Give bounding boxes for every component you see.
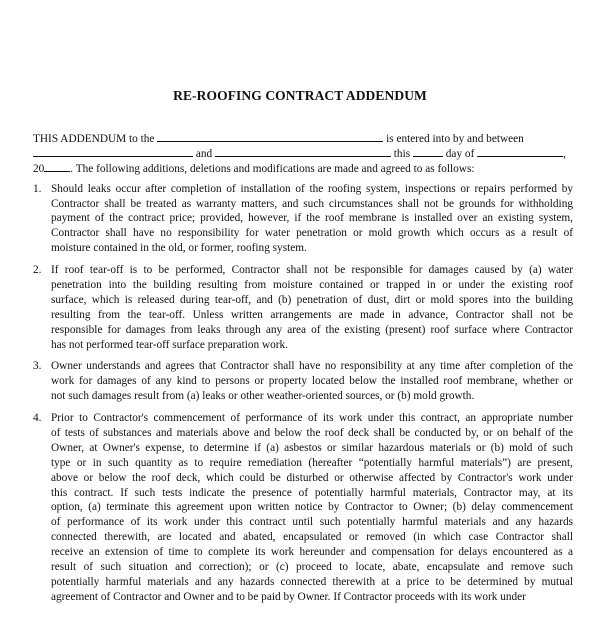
intro-line-2 (33, 146, 573, 161)
item-line: If roof tear-off is to be performed, Contractor shall not be responsible for damages caused by (a) water (51, 264, 573, 277)
item-line: Owner understands and agrees that Contractor shall have no responsibility at any time after completion of the (51, 360, 573, 373)
intro-paragraph (33, 131, 573, 176)
item-line: above or below the roof deck, which could be disturbed or otherwise affected by Contractor's work under (51, 471, 573, 484)
item-line: penetration into the building resulting from moisture contained or trapped in or under the existing roof (51, 279, 573, 292)
intro-text-1b: is entered into by and between (386, 133, 524, 145)
item-line: has not performed tear-off surface preparation work. (51, 338, 289, 351)
item-line: option, (a) terminate this agreement upon written notice by Contractor to Owner; (b) delay commencement (51, 501, 573, 514)
item-line: Owner, at Owner's expense, to determine if (a) asbestos or similar hazardous materials or (b) mold of such (51, 441, 573, 454)
item-text (51, 263, 573, 352)
intro-text-3a: 20 (33, 162, 45, 175)
addendum-items-list (33, 182, 573, 605)
intro-text-2c: day of (445, 147, 475, 160)
item-text (51, 182, 573, 256)
item-line: of performance of its work under this contract until such potentially harmful materials and any hazards (51, 516, 573, 529)
item-line: connected therewith, are located and abated, encapsulated or removed (in which case Contractor shall (51, 531, 573, 544)
item-line: Contractor shall have no responsibility for water penetration or mold growth which occurs as a result of (51, 227, 573, 240)
party-one-blank (33, 146, 193, 157)
document-body (33, 131, 573, 605)
item-line: moisture contained in the old, or former, roofing system. (51, 242, 307, 255)
intro-text-2b: this (393, 147, 411, 160)
item-number: 4. (33, 412, 42, 425)
item-line: responsible for damages from leaks through any area of the existing (present) roof surface where Contractor (51, 323, 573, 336)
intro-line-1 (33, 131, 573, 146)
intro-line-3 (33, 161, 573, 176)
item-text (51, 411, 573, 605)
item-line: Contractor shall be treated as warranty matters, and such circumstances shall not be grounds for withholding (51, 197, 573, 210)
addendum-item-4 (33, 411, 573, 605)
item-line: Prior to Contractor's commencement of performance of its work under this contract, an appropriate number (51, 412, 573, 425)
item-line: potentially harmful materials and any hazards connected therewith at a price to be determined by mutual (51, 575, 573, 588)
item-line: type or in such quantity as to require remediation (hereafter “potentially harmful materials”) are present, (51, 456, 573, 469)
item-line: of tests of substances and materials above and below the roof deck shall be conducted by, or on behalf of the (51, 427, 573, 440)
document-title: RE-ROOFING CONTRACT ADDENDUM (173, 88, 427, 103)
item-line: receive an extension of time to complete its work hereunder and compensation for delays encountered as a (51, 546, 573, 559)
item-line: Should leaks occur after completion of installation of the roofing system, inspections or repairs performed by (51, 182, 573, 195)
item-line: result of such situation and correction); or (c) proceed to locate, abate, encapsulate and remove such (51, 561, 573, 574)
item-line: payment of the contract price; provided, however, if the roof membrane is installed over an existing system, (51, 212, 573, 225)
intro-text-3b: . The following additions, deletions and modifications are made and agreed to as follows: (70, 162, 475, 175)
item-line: agreement of Contractor and Owner and to be paid by Owner. If Contractor proceeds with its work under (51, 590, 526, 603)
day-blank (413, 146, 443, 157)
item-line: this contract. If such tests indicate the presence of potentially harmful materials, Contractor may, at its (51, 486, 573, 499)
addendum-item-1 (33, 182, 573, 256)
contract-name-blank (157, 131, 383, 142)
item-line: work for damages of any kind to persons or property located below the installed roof membrane, whether or (51, 375, 573, 388)
month-blank (477, 146, 563, 157)
intro-text-2a: and (195, 147, 213, 160)
item-number: 1. (33, 182, 42, 195)
item-line: not such damages result from (a) leaks or other weather-oriented sources, or (b) mold growth. (51, 390, 475, 403)
addendum-item-2 (33, 263, 573, 352)
year-blank (44, 161, 70, 172)
intro-text-2d: , (563, 147, 566, 160)
item-number: 2. (33, 264, 42, 277)
item-line: surface, which is released during tear-off, and (b) penetration of dust, dirt or mold spores into the building (51, 293, 573, 306)
item-line: resulting from the tear-off. Unless written arrangements are made in advance, Contractor shall not be (51, 308, 573, 321)
intro-text-1a: THIS ADDENDUM to the (33, 133, 155, 145)
party-two-blank (215, 146, 391, 157)
item-number: 3. (33, 360, 42, 373)
addendum-item-3 (33, 359, 573, 404)
item-text (51, 359, 573, 404)
